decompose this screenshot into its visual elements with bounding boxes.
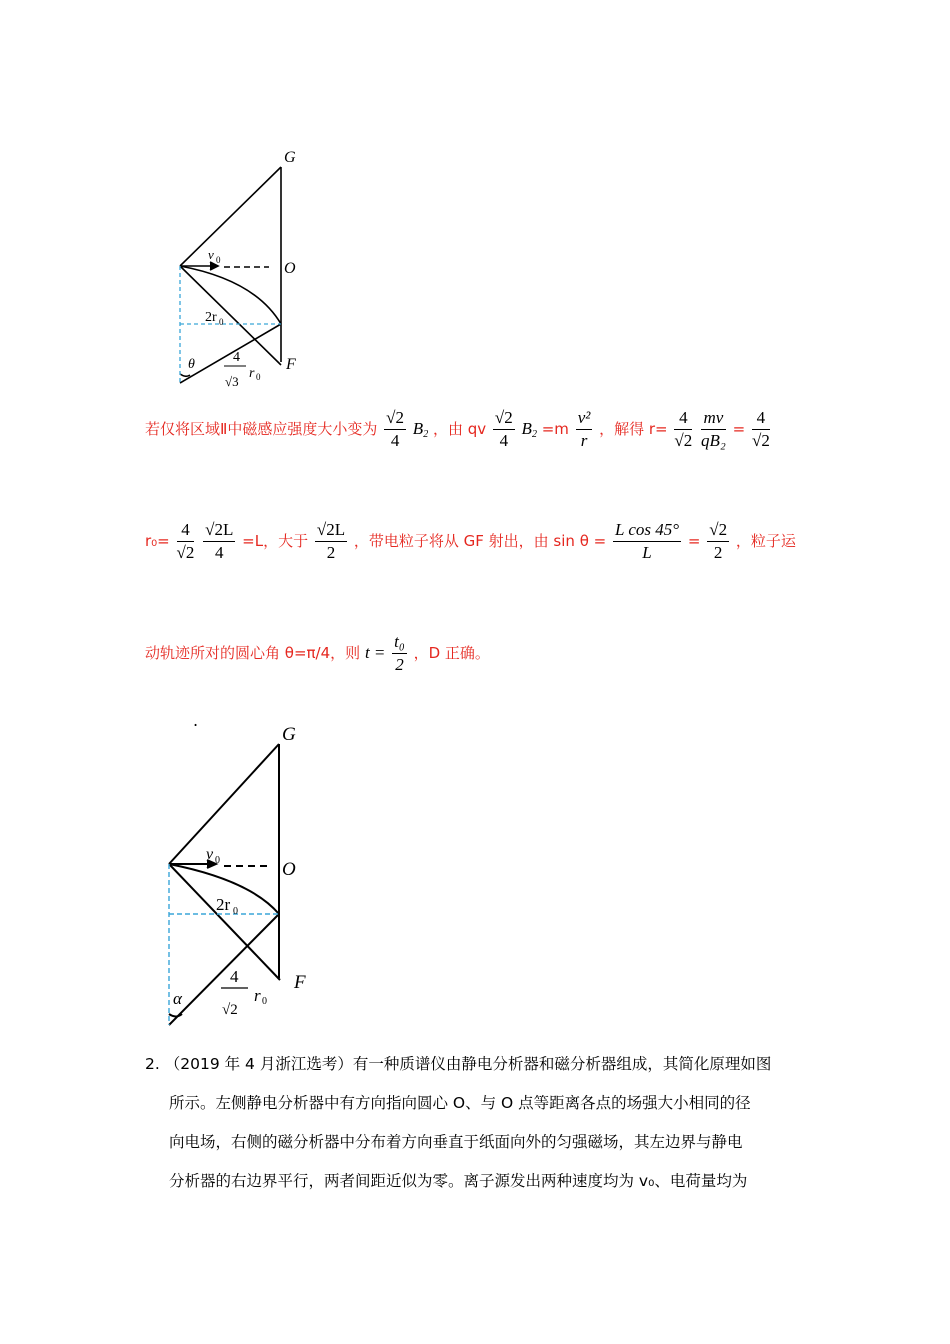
label-v0: v — [208, 247, 214, 262]
label-frac-den: √3 — [225, 374, 239, 389]
problem-2-line-3: 向电场，右侧的磁分析器中分布着方向垂直于纸面向外的匀强磁场，其左边界与静电 — [169, 1133, 743, 1151]
label-G: G — [282, 724, 296, 745]
label-alpha: α — [173, 989, 182, 1008]
label-theta: θ — [188, 357, 195, 372]
figure-2-diagram — [140, 712, 360, 1032]
problem-number: 2. — [145, 1055, 160, 1073]
fraction: $\frac{√2L}{2}$ — [316, 520, 346, 562]
label-F: F — [286, 356, 296, 373]
label-frac-num: 4 — [233, 350, 240, 365]
fraction: $\frac{4}{√2}$ — [674, 408, 693, 450]
label-2r0-sub: 0 — [233, 906, 238, 917]
label-frac-num: 4 — [230, 967, 239, 986]
label-r0: r — [249, 366, 255, 381]
problem-2-line-1: 2. （2019 年 4 月浙江选考）有一种质谱仪由静电分析器和磁分析器组成，其简化原理如图 — [145, 1055, 772, 1073]
fraction: $\frac{\text{L cos 45°}}{L}$ — [614, 520, 680, 562]
label-frac-den: √2 — [222, 1002, 238, 1018]
solution-line-1: 若仅将区域Ⅱ中磁感应强度大小变为 $\frac{√2}{4}$ $B_2$ ，由 qv $\frac{√2}{4}$ $B_2 =m$ $\frac{\text{v²}}{r}$ ，解得 r= $\frac{4}{√2}$ $\frac{mv}{\text{qB₂}}$ = $\frac{4}{√2}$ — [145, 408, 770, 450]
fraction: $\frac{\text{t₀}}{2}$ — [394, 632, 405, 674]
label-r0: r — [254, 986, 261, 1005]
problem-2-line-2: 所示。左侧静电分析器中有方向指向圆心 O、与 O 点等距离各点的场强大小相同的径 — [169, 1094, 751, 1112]
label-O: O — [284, 260, 296, 277]
label-v0-sub: 0 — [216, 255, 221, 265]
fraction: $\frac{mv}{\text{qB₂}}$ — [701, 408, 726, 450]
fraction: $\frac{4}{√2}$ — [751, 408, 770, 450]
label-v0: v — [206, 846, 214, 863]
solution-line-3: 动轨迹所对的圆心角 θ=π/4，则 t = $\frac{\text{t₀}}{2}$ ，D 正确。 — [145, 632, 490, 674]
fraction: $\frac{√2}{2}$ — [709, 520, 728, 562]
label-2r0: 2r — [205, 310, 217, 325]
label-G: G — [284, 149, 296, 166]
figure-1-diagram — [150, 140, 350, 400]
fraction: $\frac{4}{√2}$ — [176, 520, 195, 562]
label-r0-sub: 0 — [262, 996, 267, 1007]
label-O: O — [282, 859, 296, 880]
problem-2-line-4: 分析器的右边界平行，两者间距近似为零。离子源发出两种速度均为 v₀、电荷量均为 — [169, 1172, 748, 1190]
stray-dot: . — [193, 712, 199, 730]
label-F: F — [294, 972, 306, 993]
label-r0-sub: 0 — [256, 372, 261, 382]
label-2r0-sub: 0 — [219, 317, 224, 327]
label-2r0: 2r — [216, 895, 231, 914]
fraction: $\frac{√2L}{4}$ — [205, 520, 234, 562]
label-v0-sub: 0 — [215, 855, 220, 866]
fraction: $\frac{√2}{4}$ — [494, 408, 513, 450]
solution-line-2: r₀= $\frac{4}{√2}$ $\frac{√2L}{4}$ =L，大于 $\frac{√2L}{2}$ ，带电粒子将从 GF 射出，由 sin θ = $\frac{\text{L cos 45°}}{L}$ = $\frac{√2}{2}$ ，粒子运 — [145, 520, 796, 562]
fraction: $\frac{\text{v²}}{r}$ — [577, 408, 591, 450]
fraction: $\frac{√2}{4}$ — [386, 408, 405, 450]
text: 若仅将区域Ⅱ中磁感应强度大小变为 — [145, 420, 378, 438]
problem-2 — [145, 1045, 815, 1201]
